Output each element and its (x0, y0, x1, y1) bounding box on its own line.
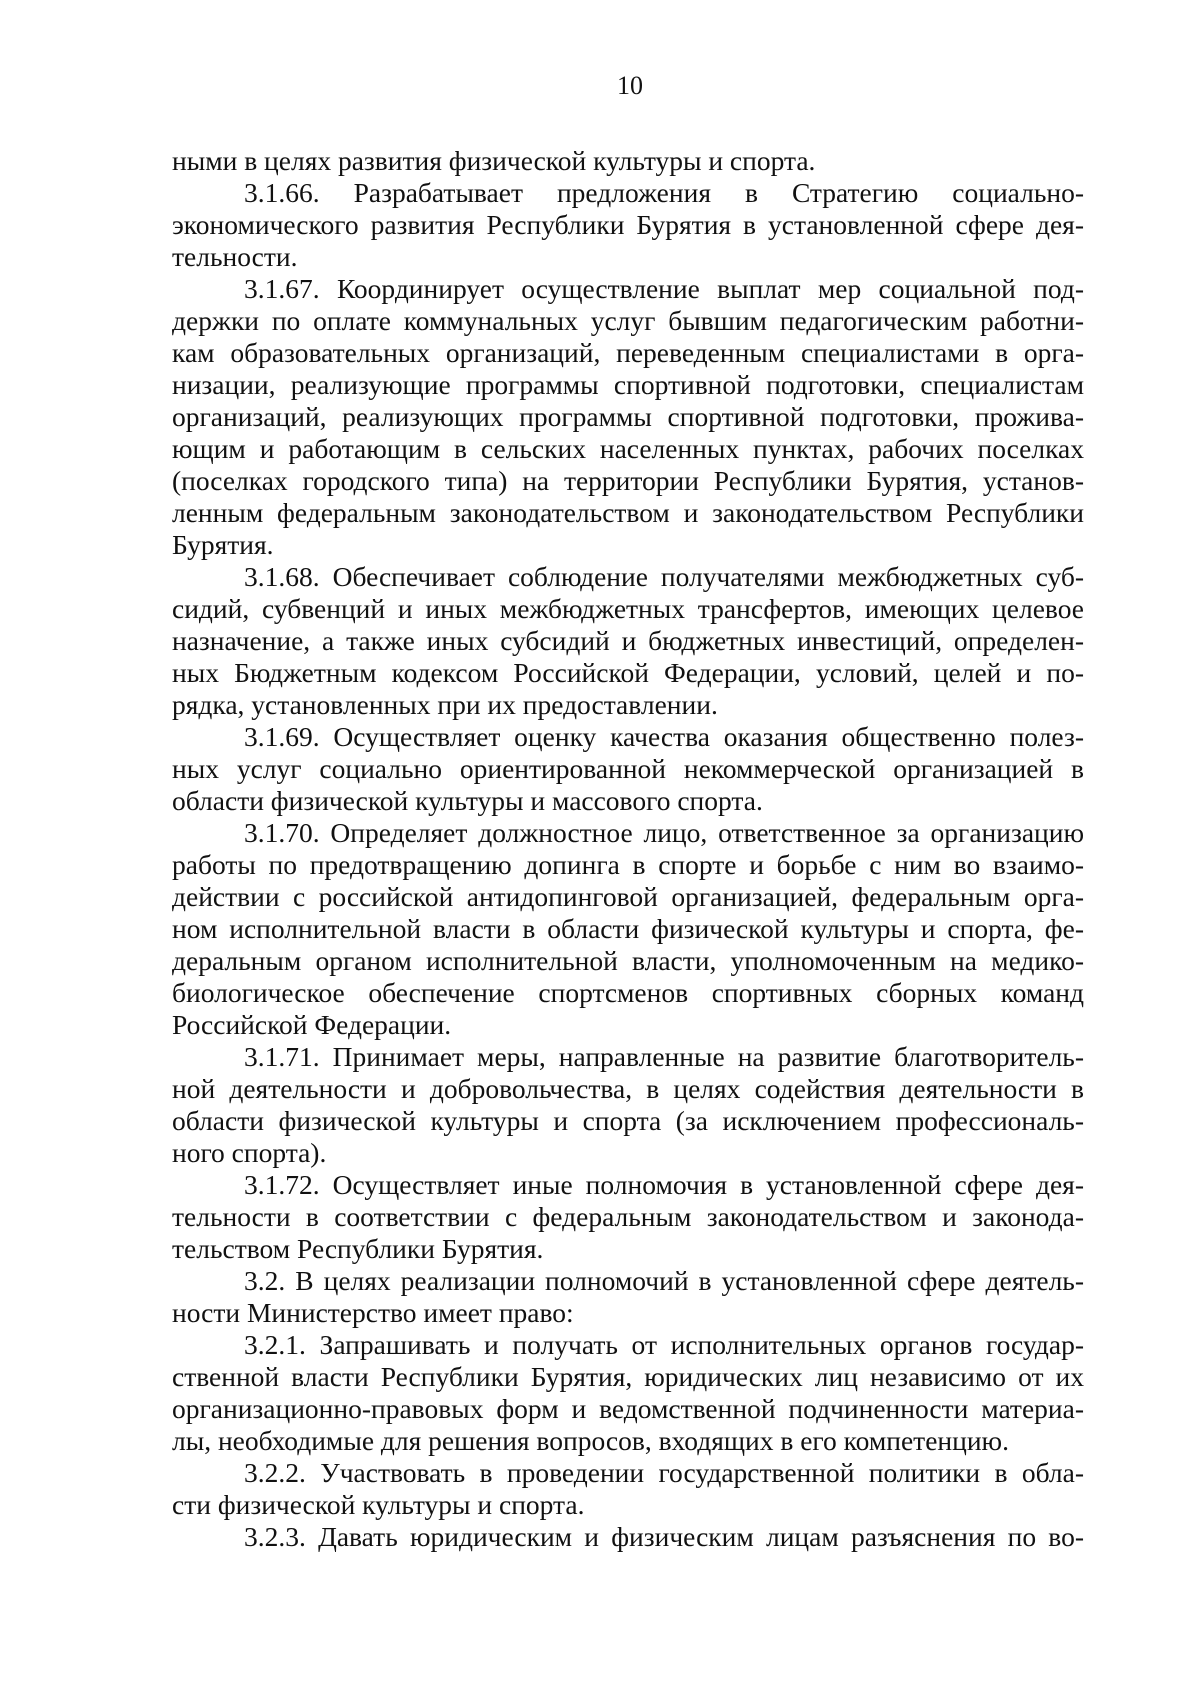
text-line: области физической культуры и массового спорта. (172, 785, 763, 816)
text-line: ного спорта). (172, 1137, 327, 1168)
text-line: 3.1.70. Определяет должностное лицо, ответственное за организацию (244, 817, 1084, 848)
text-line: рядка, установленных при их предоставлении. (172, 689, 718, 720)
text-line: 3.2.3. Давать юридическим и физическим лицам разъяснения по во- (244, 1521, 1084, 1552)
text-line: ной деятельности и добровольчества, в целях содействия деятельности в (172, 1073, 1084, 1104)
text-line: лы, необходимые для решения вопросов, входящих в его компетенцию. (172, 1425, 1009, 1456)
body-text (172, 145, 1084, 1553)
text-line: ных Бюджетным кодексом Российской Федерации, условий, целей и по- (172, 657, 1084, 688)
text-line: ном исполнительной власти в области физической культуры и спорта, фе- (172, 913, 1084, 944)
text-line: ющим и работающим в сельских населенных пунктах, рабочих поселках (172, 433, 1084, 464)
text-line: тельством Республики Бурятия. (172, 1233, 544, 1264)
text-line: биологическое обеспечение спортсменов спортивных сборных команд (172, 977, 1084, 1008)
text-line: сидий, субвенций и иных межбюджетных трансфертов, имеющих целевое (172, 593, 1084, 624)
text-line: 3.1.66. Разрабатывает предложения в Стратегию социально- (244, 177, 1084, 208)
text-line: 3.2.2. Участвовать в проведении государственной политики в обла- (244, 1457, 1084, 1488)
text-line: 3.1.67. Координирует осуществление выплат мер социальной под- (244, 273, 1084, 304)
text-line: назначение, а также иных субсидий и бюджетных инвестиций, определен- (172, 625, 1084, 656)
text-line: держки по оплате коммунальных услуг бывшим педагогическим работни- (172, 305, 1084, 336)
text-line: области физической культуры и спорта (за исключением профессиональ- (172, 1105, 1084, 1136)
text-line: ных услуг социально ориентированной некоммерческой организацией в (172, 753, 1084, 784)
text-line: экономического развития Республики Бурятия в установленной сфере дея- (172, 209, 1084, 240)
text-line: 3.2. В целях реализации полномочий в установленной сфере деятель- (244, 1265, 1084, 1296)
text-line: низации, реализующие программы спортивной подготовки, специалистам (172, 369, 1084, 400)
text-line: организаций, реализующих программы спортивной подготовки, прожива- (172, 401, 1084, 432)
text-line: 3.2.1. Запрашивать и получать от исполнительных органов государ- (244, 1329, 1084, 1360)
text-line: 3.1.72. Осуществляет иные полномочия в установленной сфере дея- (244, 1169, 1084, 1200)
text-line: действии с российской антидопинговой организацией, федеральным орга- (172, 881, 1084, 912)
text-line: Российской Федерации. (172, 1009, 452, 1040)
text-line: ности Министерство имеет право: (172, 1297, 574, 1328)
text-line: тельности в соответствии с федеральным законодательством и законода- (172, 1201, 1084, 1232)
text-line: 3.1.69. Осуществляет оценку качества оказания общественно полез- (244, 721, 1084, 752)
text-line: 3.1.71. Принимает меры, направленные на развитие благотворитель- (244, 1041, 1084, 1072)
text-line: тельности. (172, 241, 298, 272)
text-line: Бурятия. (172, 529, 274, 560)
text-line: ленным федеральным законодательством и законодательством Республики (172, 497, 1084, 528)
text-line: организационно-правовых форм и ведомственной подчиненности материа- (172, 1393, 1084, 1424)
text-line: (поселках городского типа) на территории Республики Бурятия, установ- (172, 465, 1084, 496)
text-line: сти физической культуры и спорта. (172, 1489, 585, 1520)
text-line: кам образовательных организаций, переведенным специалистами в орга- (172, 337, 1084, 368)
text-line: деральным органом исполнительной власти, уполномоченным на медико- (172, 945, 1084, 976)
text-line: ными в целях развития физической культуры и спорта. (172, 145, 816, 176)
text-line: 3.1.68. Обеспечивает соблюдение получателями межбюджетных суб- (244, 561, 1084, 592)
page-number: 10 (617, 71, 643, 100)
text-line: ственной власти Республики Бурятия, юридических лиц независимо от их (172, 1361, 1084, 1392)
text-line: работы по предотвращению допинга в спорте и борьбе с ним во взаимо- (172, 849, 1084, 880)
